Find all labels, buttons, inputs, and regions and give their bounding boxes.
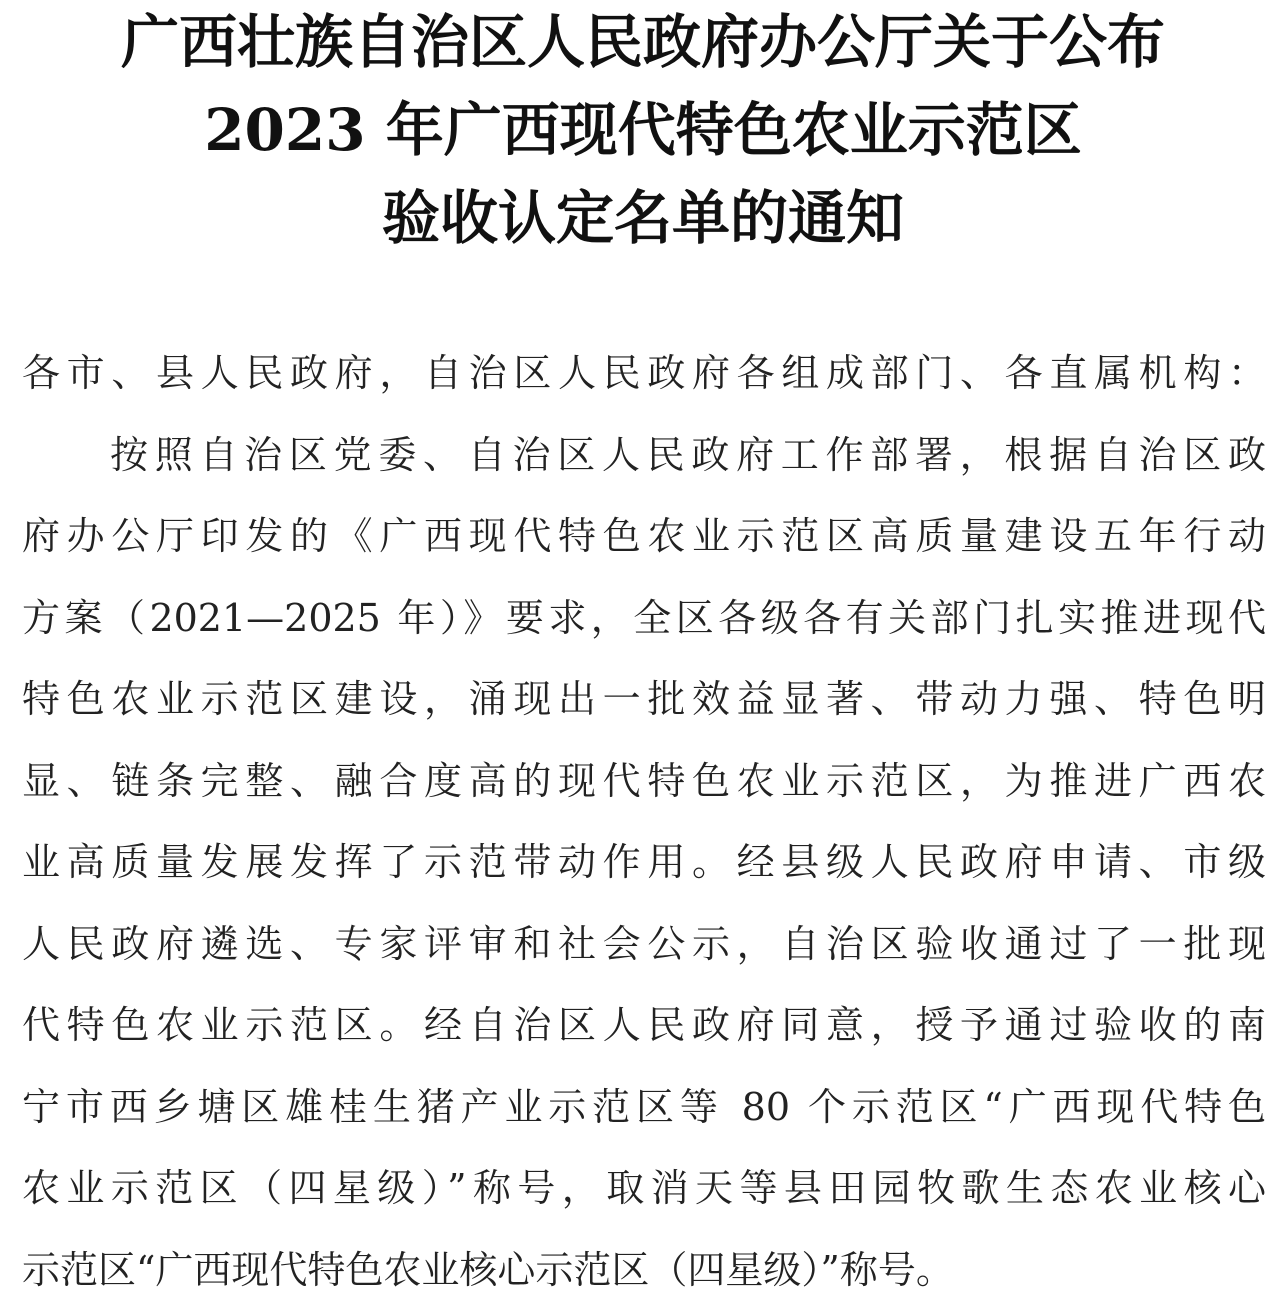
paragraph-line-11: 示范区“广西现代特色农业核心示范区（四星级）”称号。 — [22, 1230, 1266, 1311]
title-line-2: 2023 年广西现代特色农业示范区 — [0, 86, 1286, 174]
paragraph-line-9: 宁市西乡塘区雄桂生猪产业示范区等 80 个示范区“广西现代特色 — [22, 1067, 1266, 1149]
paragraph-line-6: 业高质量发展发挥了示范带动作用。经县级人民政府申请、市级 — [22, 822, 1266, 904]
paragraph-line-4: 特色农业示范区建设，涌现出一批效益显著、带动力强、特色明 — [22, 659, 1266, 741]
paragraph-line-2: 府办公厅印发的《广西现代特色农业示范区高质量建设五年行动 — [22, 496, 1266, 578]
paragraph-line-7: 人民政府遴选、专家评审和社会公示，自治区验收通过了一批现 — [22, 904, 1266, 986]
paragraph-line-5: 显、链条完整、融合度高的现代特色农业示范区，为推进广西农 — [22, 741, 1266, 823]
document-title — [0, 0, 1286, 262]
paragraph-line-1: 按照自治区党委、自治区人民政府工作部署，根据自治区政 — [22, 415, 1266, 497]
paragraph-line-8: 代特色农业示范区。经自治区人民政府同意，授予通过验收的南 — [22, 985, 1266, 1067]
document-body — [22, 333, 1266, 1311]
salutation: 各市、县人民政府，自治区人民政府各组成部门、各直属机构： — [22, 333, 1266, 415]
title-line-3: 验收认定名单的通知 — [0, 174, 1286, 262]
paragraph-line-10: 农业示范区（四星级）”称号，取消天等县田园牧歌生态农业核心 — [22, 1148, 1266, 1230]
title-line-1: 广西壮族自治区人民政府办公厅关于公布 — [0, 0, 1286, 86]
paragraph-line-3: 方案（2021—2025 年）》要求，全区各级各有关部门扎实推进现代 — [22, 578, 1266, 660]
